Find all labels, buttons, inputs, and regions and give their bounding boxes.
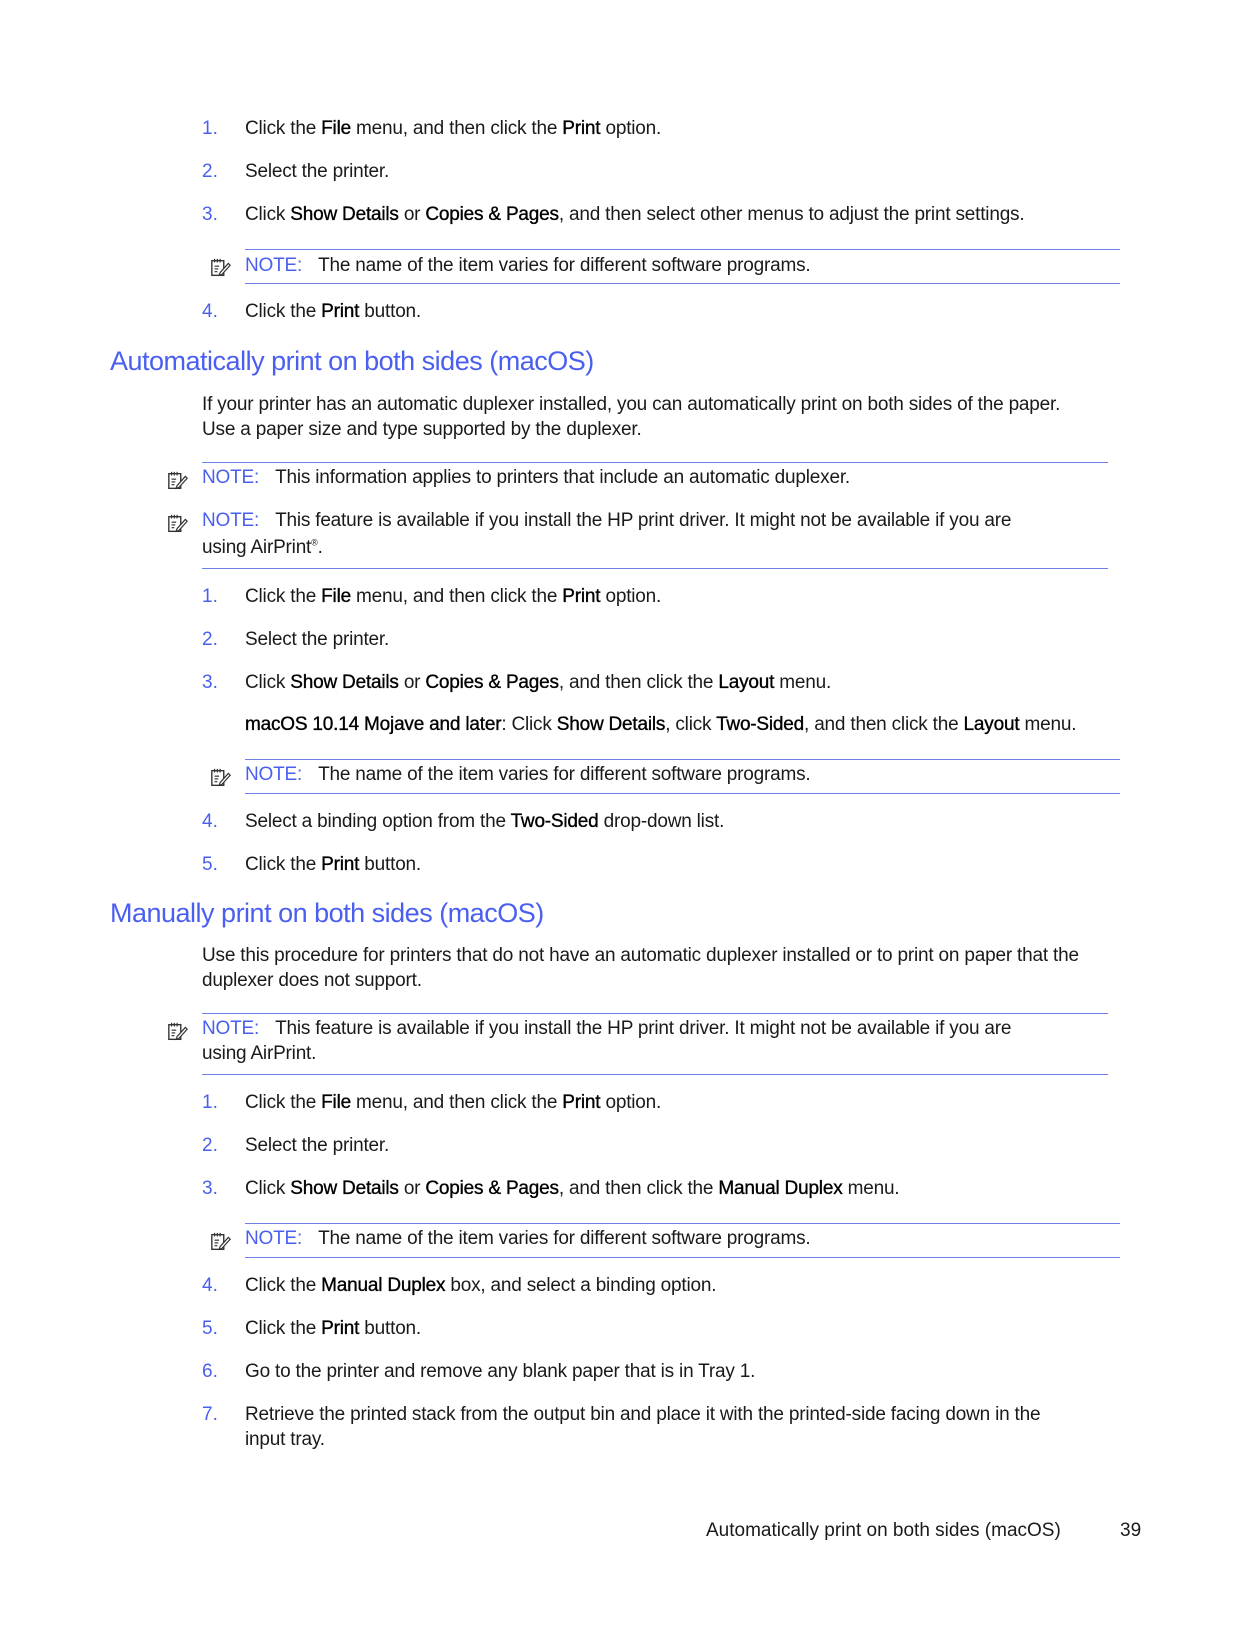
footer-section-title: Automatically print on both sides (macOS) [706, 1520, 1061, 1541]
note-icon [167, 470, 189, 492]
section-intro: If your printer has an automatic duplexer installed, you can automatically print on both sides of the paper. Use a paper size and type supported by the duplexer. [202, 394, 1061, 440]
note-continuation: using AirPrint®. [202, 537, 323, 558]
step-number: 2. [202, 1135, 218, 1156]
step-number: 3. [202, 672, 218, 693]
step-subtext: macOS 10.14 Mojave and later: Click Show Details, click Two-Sided, and then click the Layout menu. [245, 714, 1077, 735]
step-text: Click Show Details or Copies & Pages, and then select other menus to adjust the print settings. [245, 204, 1025, 225]
step-number: 1. [202, 1092, 218, 1113]
step-text: Select the printer. [245, 629, 390, 650]
step-number: 6. [202, 1361, 218, 1382]
note: NOTE: This feature is available if you install the HP print driver. It might not be available if you are [202, 510, 1012, 531]
note-rule-top [202, 1013, 1108, 1014]
section-heading: Automatically print on both sides (macOS) [110, 346, 594, 376]
note: NOTE: The name of the item varies for different software programs. [245, 1228, 811, 1249]
step-text: Select the printer. [245, 1135, 390, 1156]
note-icon [210, 257, 232, 279]
note-rule-bottom [245, 283, 1120, 284]
note-icon [210, 1231, 232, 1253]
note-rule-bottom [202, 568, 1108, 569]
step-number: 2. [202, 161, 218, 182]
step-number: 4. [202, 301, 218, 322]
note-rule-top [245, 759, 1120, 760]
step-text: Click the File menu, and then click the Print option. [245, 118, 662, 139]
step-text-continuation: input tray. [245, 1429, 325, 1450]
step-text: Click Show Details or Copies & Pages, and then click the Manual Duplex menu. [245, 1178, 900, 1199]
step-text: Click the File menu, and then click the Print option. [245, 586, 662, 607]
step-text: Go to the printer and remove any blank paper that is in Tray 1. [245, 1361, 756, 1382]
note: NOTE: The name of the item varies for different software programs. [245, 764, 811, 785]
step-text: Retrieve the printed stack from the output bin and place it with the printed-side facing down in the [245, 1404, 1041, 1425]
note-icon [167, 1021, 189, 1043]
step-text: Select the printer. [245, 161, 390, 182]
note: NOTE: This information applies to printers that include an automatic duplexer. [202, 467, 850, 488]
step-text: Click Show Details or Copies & Pages, and then click the Layout menu. [245, 672, 832, 693]
step-number: 1. [202, 118, 218, 139]
note-icon [167, 513, 189, 535]
step-text: Select a binding option from the Two-Sided drop-down list. [245, 811, 725, 832]
step-number: 5. [202, 1318, 218, 1339]
note-rule-top [245, 1223, 1120, 1224]
note-rule-top [202, 462, 1108, 463]
note-rule-bottom [202, 1074, 1108, 1075]
step-number: 5. [202, 854, 218, 875]
note-continuation: using AirPrint. [202, 1043, 317, 1064]
step-number: 1. [202, 586, 218, 607]
step-number: 2. [202, 629, 218, 650]
note: NOTE: The name of the item varies for different software programs. [245, 255, 811, 276]
step-number: 3. [202, 204, 218, 225]
note-rule-bottom [245, 1257, 1120, 1258]
section-intro: Use this procedure for printers that do not have an automatic duplexer installed or to print on paper that the duplexer does not support. [202, 945, 1079, 991]
step-number: 4. [202, 811, 218, 832]
page-number: 39 [1120, 1520, 1142, 1541]
note-icon [210, 767, 232, 789]
note: NOTE: This feature is available if you install the HP print driver. It might not be available if you are [202, 1018, 1012, 1039]
step-text: Click the File menu, and then click the Print option. [245, 1092, 662, 1113]
step-text: Click the Print button. [245, 854, 422, 875]
step-number: 7. [202, 1404, 218, 1425]
step-text: Click the Print button. [245, 301, 422, 322]
step-text: Click the Print button. [245, 1318, 422, 1339]
note-rule-top [245, 249, 1120, 250]
step-text: Click the Manual Duplex box, and select a binding option. [245, 1275, 717, 1296]
section-heading: Manually print on both sides (macOS) [110, 898, 544, 928]
note-rule-bottom [245, 793, 1120, 794]
step-number: 3. [202, 1178, 218, 1199]
step-number: 4. [202, 1275, 218, 1296]
